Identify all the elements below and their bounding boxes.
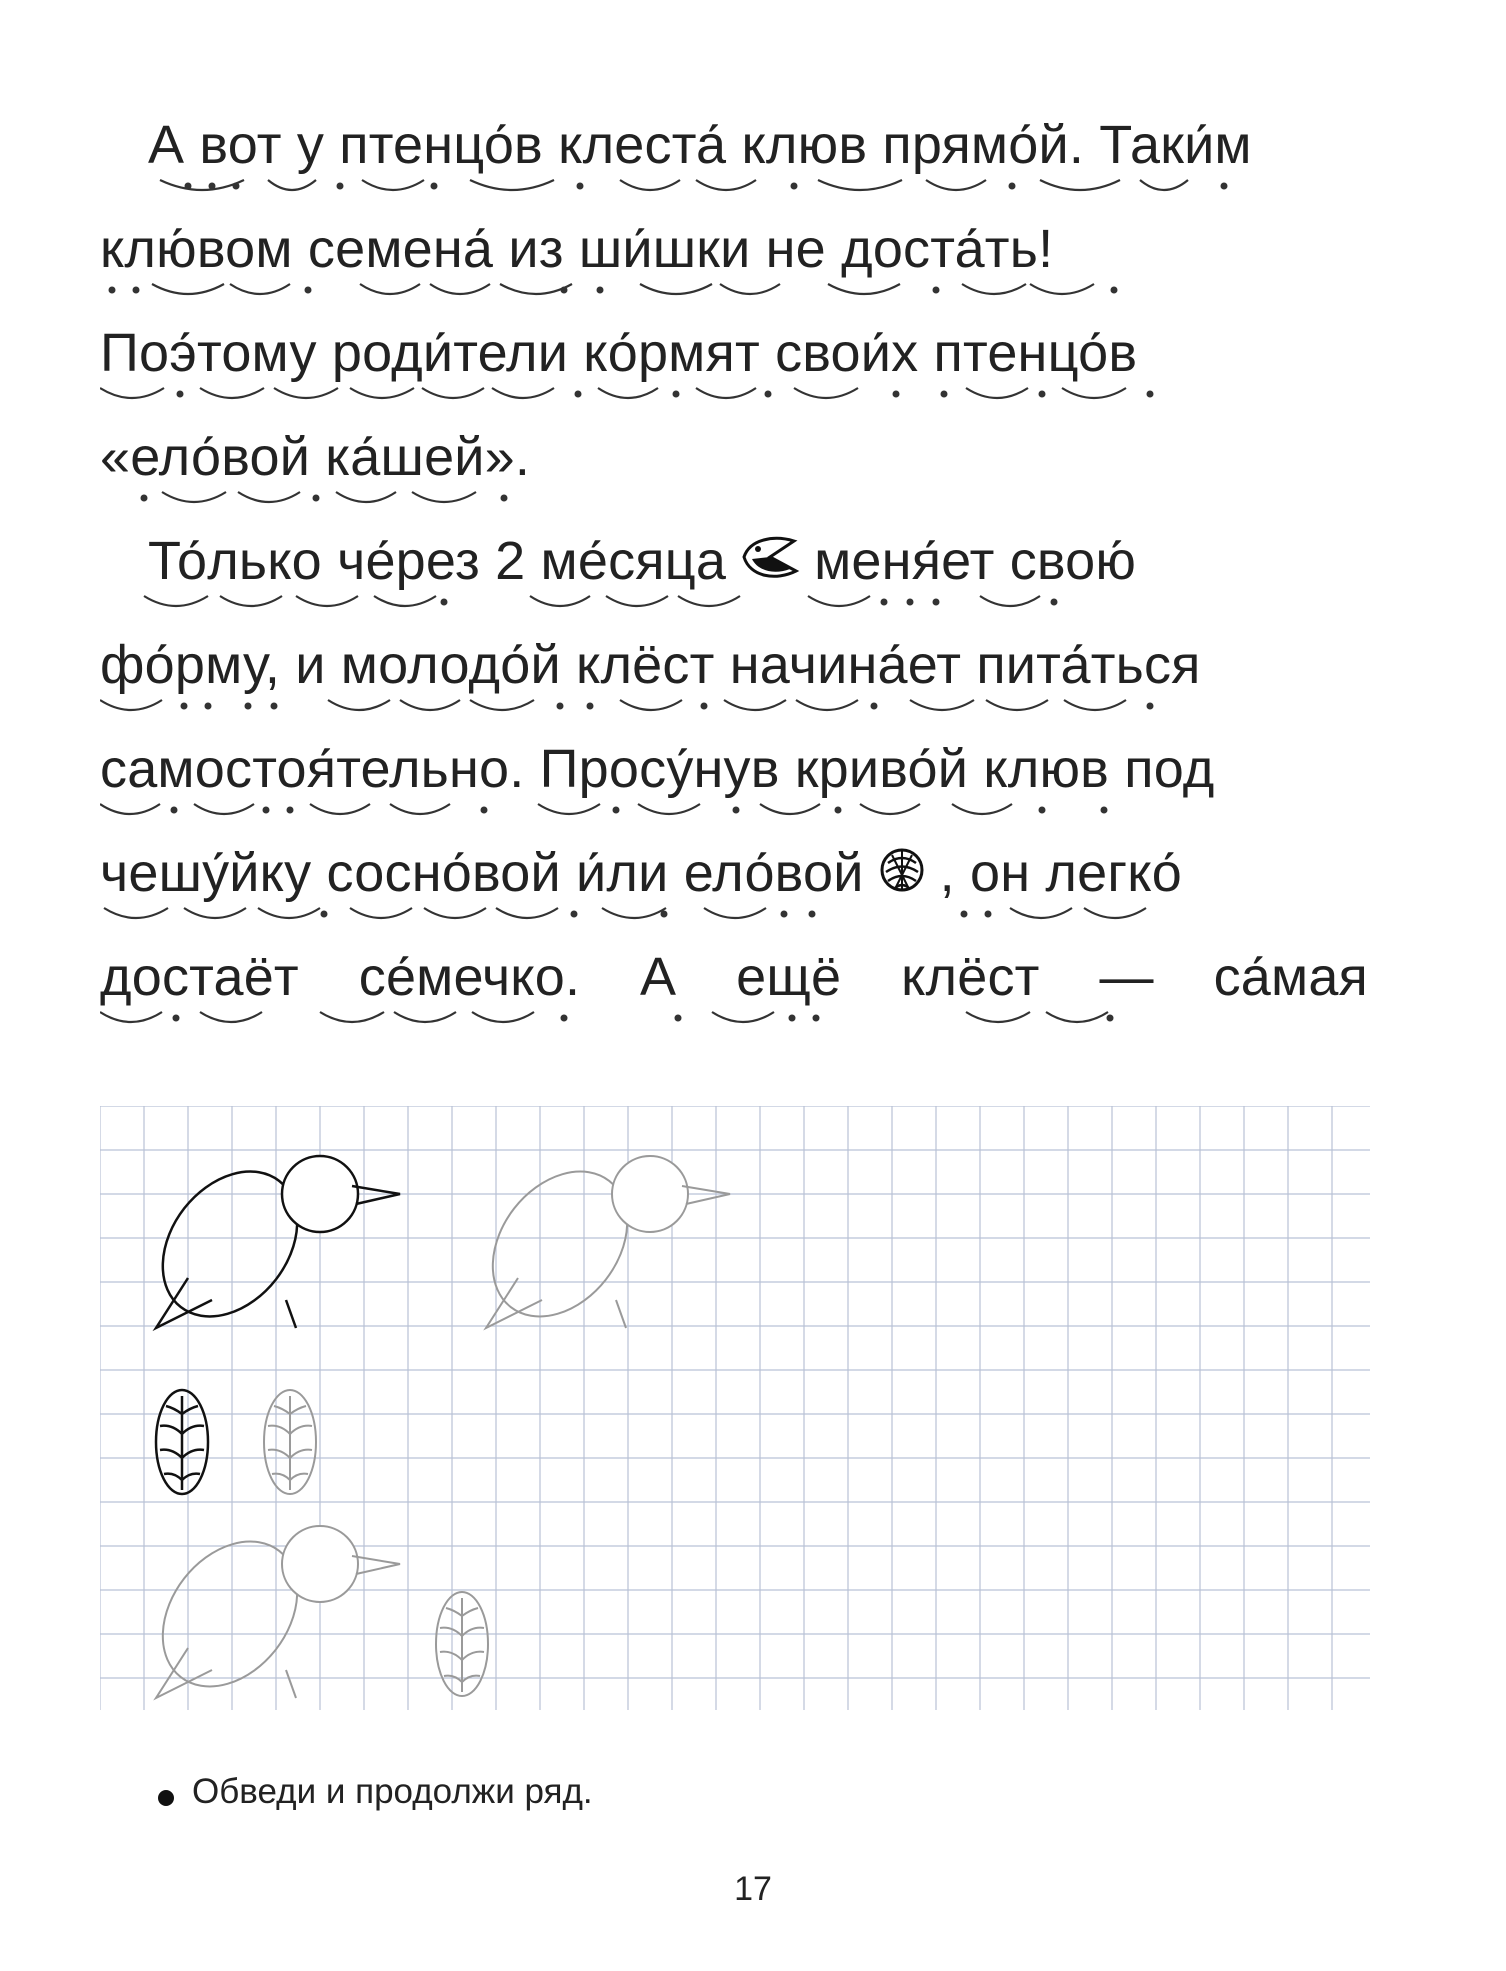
syllable-arc xyxy=(362,180,424,190)
bird-trace-drawing[interactable] xyxy=(135,1515,400,1710)
syllable-arc xyxy=(760,804,820,814)
exercise-instruction: Обведи и продолжи ряд. xyxy=(192,1772,593,1811)
syllable-arc xyxy=(470,700,534,710)
syllable-marks xyxy=(100,796,1368,836)
syllable-dot xyxy=(561,1015,568,1022)
syllable-dot xyxy=(171,807,178,814)
syllable-arc xyxy=(530,596,590,606)
drawing-grid[interactable] xyxy=(100,1106,1370,1710)
syllable-arc xyxy=(492,388,554,398)
syllable-arc xyxy=(1030,284,1094,294)
syllable-arc xyxy=(328,700,390,710)
reading-text xyxy=(100,112,1368,1048)
syllable-dot xyxy=(813,1015,820,1022)
text-segment: меня́ет свою́ xyxy=(814,531,1137,591)
syllable-arc xyxy=(152,284,224,294)
syllable-arc xyxy=(100,700,162,710)
text-line xyxy=(100,528,1368,632)
syllable-dot xyxy=(441,599,448,606)
syllable-dot xyxy=(1009,183,1016,190)
page-number: 17 xyxy=(734,1870,772,1908)
bird-sample-drawing xyxy=(135,1145,400,1342)
syllable-arc xyxy=(100,1012,162,1022)
text-segment: , он легко́ xyxy=(939,843,1182,903)
syllable-dot xyxy=(673,391,680,398)
syllable-arc xyxy=(720,284,780,294)
syllable-dot xyxy=(1039,807,1046,814)
text-line xyxy=(100,424,1368,528)
syllable-dot xyxy=(835,807,842,814)
syllable-arc xyxy=(258,908,320,918)
syllable-arc xyxy=(1140,180,1188,190)
syllable-arc xyxy=(144,596,208,606)
syllable-arc xyxy=(296,596,358,606)
syllable-arc xyxy=(104,908,168,918)
syllable-dot xyxy=(733,807,740,814)
syllable-arc xyxy=(696,388,756,398)
syllable-arc xyxy=(422,388,484,398)
syllable-arc xyxy=(638,804,700,814)
syllable-dot xyxy=(133,287,140,294)
syllable-arc xyxy=(374,596,436,606)
syllable-arc xyxy=(952,804,1012,814)
syllable-dot xyxy=(263,807,270,814)
syllable-arc xyxy=(412,492,476,502)
syllable-arc xyxy=(678,596,740,606)
syllable-marks xyxy=(100,276,1368,316)
cone-scale-trace-drawing[interactable] xyxy=(264,1390,316,1494)
syllable-arc xyxy=(640,284,712,294)
syllable-dot xyxy=(233,183,240,190)
syllable-dot xyxy=(177,391,184,398)
cone-scale-trace-drawing[interactable] xyxy=(436,1592,488,1696)
syllable-arc xyxy=(606,596,668,606)
syllable-arc xyxy=(320,1012,384,1022)
syllable-dot xyxy=(321,911,328,918)
bird-trace-drawing[interactable] xyxy=(465,1145,730,1342)
syllable-arc xyxy=(470,180,554,190)
syllable-dot xyxy=(1039,391,1046,398)
syllable-arc xyxy=(966,1012,1030,1022)
syllable-arc xyxy=(238,492,300,502)
syllable-arc xyxy=(360,284,420,294)
syllable-dot xyxy=(185,183,192,190)
syllable-arc xyxy=(350,388,414,398)
syllable-dot xyxy=(271,703,278,710)
text-word: — xyxy=(1099,947,1154,1007)
syllable-dot xyxy=(587,703,594,710)
syllable-dot xyxy=(481,807,488,814)
syllable-arc xyxy=(400,700,460,710)
text-line-words: фо́рму, и молодо́й клёст начина́ет пита́ться xyxy=(100,635,1201,695)
syllable-arc xyxy=(696,180,756,190)
syllable-dot xyxy=(141,495,148,502)
syllable-dot xyxy=(1101,807,1108,814)
text-segment: чешу́йку сосно́вой и́ли ело́вой xyxy=(100,843,864,903)
syllable-arc xyxy=(430,284,490,294)
syllable-dot xyxy=(907,599,914,606)
syllable-arc xyxy=(1062,388,1126,398)
syllable-arc xyxy=(424,908,486,918)
text-word: ещё xyxy=(736,947,842,1007)
syllable-arc xyxy=(496,908,558,918)
syllable-dot xyxy=(1147,703,1154,710)
syllable-dot xyxy=(313,495,320,502)
syllable-dot xyxy=(431,183,438,190)
syllable-marks xyxy=(100,172,1368,212)
text-line-words xyxy=(100,944,1368,1010)
syllable-arc xyxy=(860,804,920,814)
text-word: са́мая xyxy=(1213,947,1368,1007)
syllable-arc xyxy=(808,596,870,606)
syllable-arc xyxy=(818,180,902,190)
syllable-dot xyxy=(245,703,252,710)
syllable-arc xyxy=(796,700,858,710)
text-line xyxy=(100,944,1368,1048)
syllable-dot xyxy=(557,703,564,710)
syllable-arc xyxy=(1040,180,1120,190)
text-word: достаёт xyxy=(100,947,299,1007)
syllable-marks xyxy=(100,900,1368,940)
syllable-arc xyxy=(620,700,682,710)
syllable-arc xyxy=(390,804,450,814)
syllable-arc xyxy=(274,388,338,398)
syllable-marks xyxy=(100,484,1368,524)
syllable-arc xyxy=(910,700,974,710)
syllable-arc xyxy=(336,492,396,502)
syllable-dot xyxy=(109,287,116,294)
syllable-arc xyxy=(538,804,600,814)
text-line-text: клю́вом семена́ из ши́шки не доста́ть! xyxy=(100,219,1054,279)
syllable-dot xyxy=(1111,287,1118,294)
text-line xyxy=(100,216,1368,320)
syllable-dot xyxy=(305,287,312,294)
syllable-arc xyxy=(100,388,164,398)
text-segment: То́лько че́рез 2 ме́сяца xyxy=(148,531,727,591)
syllable-arc xyxy=(394,1012,456,1022)
syllable-dot xyxy=(205,703,212,710)
syllable-arc xyxy=(980,596,1040,606)
text-line xyxy=(100,840,1368,944)
syllable-dot xyxy=(577,183,584,190)
syllable-arc xyxy=(966,388,1028,398)
syllable-arc xyxy=(160,180,244,190)
syllable-dot xyxy=(181,703,188,710)
syllable-arc xyxy=(268,180,316,190)
syllable-dot xyxy=(933,287,940,294)
syllable-dot xyxy=(765,391,772,398)
syllable-arc xyxy=(200,388,264,398)
syllable-arc xyxy=(1010,908,1072,918)
syllable-dot xyxy=(1221,183,1228,190)
syllable-dot xyxy=(701,703,708,710)
syllable-dot xyxy=(941,391,948,398)
syllable-arc xyxy=(200,1012,262,1022)
syllable-dot xyxy=(597,287,604,294)
syllable-marks xyxy=(100,380,1368,420)
bullet-icon xyxy=(158,1790,174,1806)
text-line xyxy=(100,632,1368,736)
syllable-dot xyxy=(561,287,568,294)
syllable-dot xyxy=(985,911,992,918)
syllable-dot xyxy=(287,807,294,814)
syllable-arc xyxy=(194,804,254,814)
syllable-arc xyxy=(1064,700,1126,710)
syllable-dot xyxy=(961,911,968,918)
syllable-dot xyxy=(209,183,216,190)
syllable-dot xyxy=(613,807,620,814)
text-line xyxy=(100,736,1368,840)
syllable-arc xyxy=(184,908,246,918)
text-line xyxy=(100,320,1368,424)
text-line-words: А вот у птенцо́в клеста́ клюв прямо́й. Таки́м xyxy=(148,115,1252,175)
syllable-arc xyxy=(310,804,370,814)
syllable-arc xyxy=(704,908,766,918)
syllable-dot xyxy=(575,391,582,398)
text-line-words: Поэ́тому роди́тели ко́рмят свои́х птенцо́в xyxy=(100,323,1138,383)
syllable-arc xyxy=(598,388,658,398)
syllable-arc xyxy=(1046,1012,1108,1022)
syllable-arc xyxy=(828,284,900,294)
text-line-words: «ело́вой ка́шей». xyxy=(100,427,531,487)
syllable-dot xyxy=(871,703,878,710)
syllable-marks xyxy=(100,588,1368,628)
syllable-dot xyxy=(881,599,888,606)
syllable-arc xyxy=(926,180,986,190)
text-line-words xyxy=(100,216,1368,282)
syllable-dot xyxy=(789,1015,796,1022)
syllable-dot xyxy=(661,911,668,918)
syllable-arc xyxy=(794,388,858,398)
syllable-arc xyxy=(100,804,160,814)
syllable-arc xyxy=(724,700,786,710)
syllable-dot xyxy=(1107,1015,1114,1022)
syllable-arc xyxy=(962,284,1026,294)
syllable-dot xyxy=(501,495,508,502)
syllable-arc xyxy=(472,1012,534,1022)
syllable-arc xyxy=(230,284,290,294)
syllable-dot xyxy=(337,183,344,190)
syllable-arc xyxy=(1084,908,1146,918)
syllable-arc xyxy=(162,492,226,502)
syllable-arc xyxy=(712,1012,774,1022)
text-line xyxy=(100,112,1368,216)
text-line-words: самостоя́тельно. Просу́нув криво́й клюв под xyxy=(100,739,1215,799)
syllable-arc xyxy=(350,908,412,918)
syllable-dot xyxy=(809,911,816,918)
syllable-dot xyxy=(675,1015,682,1022)
syllable-dot xyxy=(173,1015,180,1022)
grid-canvas[interactable] xyxy=(100,1106,1370,1710)
syllable-dot xyxy=(1147,391,1154,398)
syllable-arc xyxy=(620,180,680,190)
syllable-arc xyxy=(602,908,666,918)
syllable-dot xyxy=(1051,599,1058,606)
syllable-marks xyxy=(100,692,1368,732)
cone-scale-sample-drawing xyxy=(156,1390,208,1494)
syllable-dot xyxy=(791,183,798,190)
syllable-dot xyxy=(781,911,788,918)
syllable-dot xyxy=(933,599,940,606)
syllable-arc xyxy=(986,700,1048,710)
syllable-dot xyxy=(893,391,900,398)
text-word: А xyxy=(640,947,677,1007)
text-word: се́мечко. xyxy=(358,947,581,1007)
text-word: клёст xyxy=(901,947,1040,1007)
syllable-arc xyxy=(220,596,282,606)
syllable-dot xyxy=(571,911,578,918)
syllable-marks xyxy=(100,1004,1368,1044)
